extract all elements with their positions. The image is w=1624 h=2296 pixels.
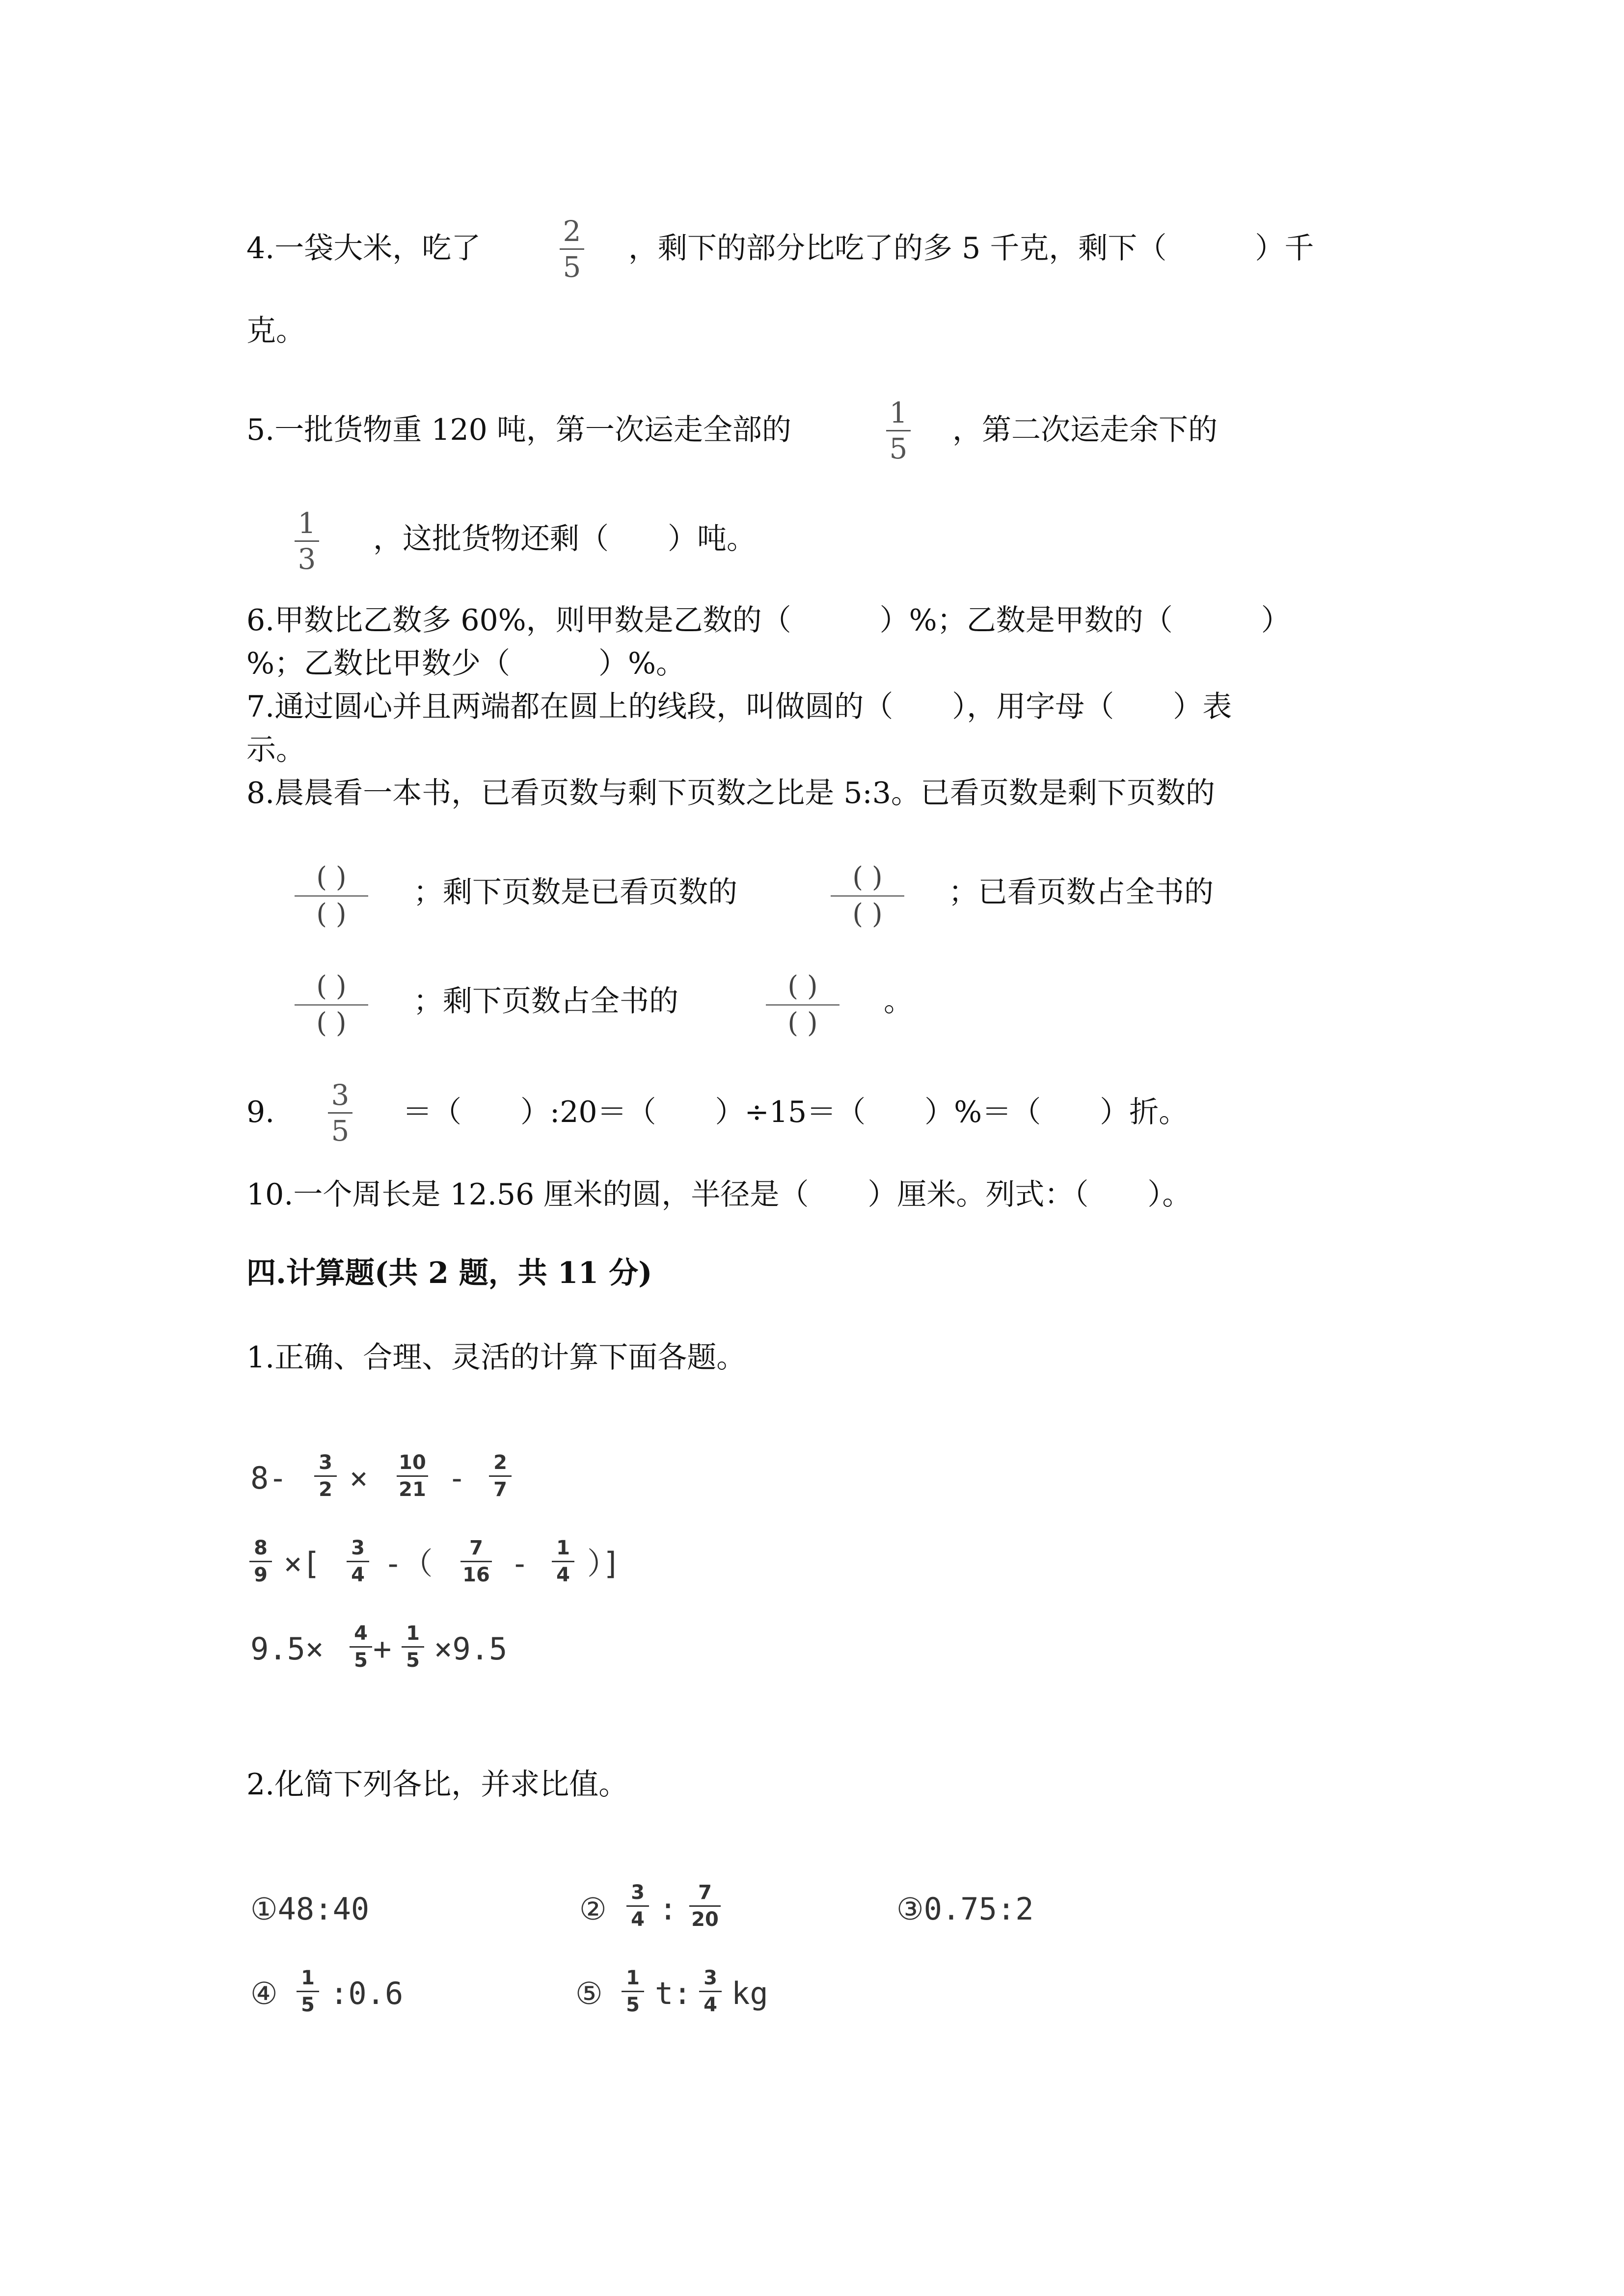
calc-1-expr-3-op-1: + bbox=[373, 1631, 392, 1667]
calc-1-e2-f3-num: 1 bbox=[556, 1537, 570, 1559]
calc-1-e1-f2-den: 21 bbox=[399, 1478, 426, 1501]
calc-2-item-1: ①48:40 bbox=[250, 1891, 370, 1927]
calc-1-e1-f3-bar bbox=[489, 1475, 512, 1477]
calc-1-e2-f2-bar bbox=[460, 1561, 492, 1562]
calc-2-item-2-label: ② bbox=[579, 1891, 607, 1927]
calc-2-i4-f1-bar bbox=[297, 1991, 319, 1992]
q8-blank-2-den: ( ) bbox=[852, 898, 883, 930]
calc-1-e1-f3-num: 2 bbox=[493, 1451, 507, 1474]
section-4-heading: 四.计算题(共 2 题，共 11 分) bbox=[246, 1256, 652, 1290]
q8-blank-1-bar bbox=[295, 895, 368, 897]
q8-text-2: ；已看页数占全书的 bbox=[948, 875, 1214, 909]
q4-fraction-num: 2 bbox=[563, 214, 581, 248]
calc-1-expr-2-frac-2 bbox=[460, 1537, 492, 1586]
q7-line-1: 7.通过圆心并且两端都在圆上的线段，叫做圆的（ ），用字母（ ）表 bbox=[246, 690, 1232, 724]
calc-1-e2-f3-den: 4 bbox=[556, 1564, 570, 1586]
calc-2-item-3: ③0.75:2 bbox=[896, 1891, 1034, 1927]
calc-2-item-2-frac-2 bbox=[689, 1882, 721, 1930]
q8-blank-4-num: ( ) bbox=[787, 970, 818, 1002]
q8-blank-4-den: ( ) bbox=[787, 1007, 818, 1039]
calc-1-e2-f1-den: 4 bbox=[351, 1564, 365, 1586]
calc-1-expr-1-frac-1 bbox=[314, 1452, 337, 1500]
calc-1-e3-f1-bar bbox=[350, 1646, 372, 1648]
q4-fraction-bar bbox=[560, 248, 584, 250]
calc-1-expr-3-op-2: ×9.5 bbox=[434, 1631, 508, 1667]
calc-1-expr-2-op-3: - bbox=[511, 1546, 529, 1581]
q5-fraction-2-num: 1 bbox=[298, 507, 316, 540]
q6-line-2: %；乙数比甲数少（ ）%。 bbox=[246, 646, 686, 681]
q8-blank-fraction-4 bbox=[766, 972, 839, 1038]
q5-fraction-2-bar bbox=[295, 540, 319, 542]
calc-1-expr-3-lead: 9.5× bbox=[250, 1631, 324, 1667]
calc-1-e1-f2-bar bbox=[397, 1475, 428, 1477]
calc-2-item-2-colon: : bbox=[659, 1891, 677, 1927]
calc-1-expr-3-frac-1 bbox=[350, 1623, 372, 1671]
q8-text-1: ；剩下页数是已看页数的 bbox=[413, 875, 737, 909]
calc-1-e3-f2-bar bbox=[402, 1646, 424, 1648]
calc-2-i2-f1-bar bbox=[626, 1905, 649, 1907]
calc-1-expr-1-lead: 8- bbox=[250, 1460, 287, 1496]
calc-2-i2-f1-num: 3 bbox=[631, 1881, 645, 1904]
q8-text-3: ；剩下页数占全书的 bbox=[413, 984, 678, 1018]
calc-1-prompt: 1.正确、合理、灵活的计算下面各题。 bbox=[246, 1340, 746, 1375]
calc-1-e1-f3-den: 7 bbox=[493, 1478, 507, 1501]
q9-fraction-den: 5 bbox=[331, 1114, 350, 1148]
q8-blank-fraction-3 bbox=[295, 972, 368, 1038]
q8-blank-1-den: ( ) bbox=[316, 898, 347, 930]
calc-2-i2-f2-bar bbox=[689, 1905, 721, 1907]
calc-1-e1-f1-num: 3 bbox=[319, 1451, 332, 1474]
calc-2-item-4-frac bbox=[297, 1967, 319, 2016]
calc-1-expr-2-frac-1 bbox=[347, 1537, 369, 1586]
q5-text-1: 5.一批货物重 120 吨，第一次运走全部的 bbox=[246, 413, 791, 447]
calc-2-i5-f1-den: 5 bbox=[626, 1994, 640, 2016]
calc-1-e2-f0-num: 8 bbox=[254, 1537, 268, 1559]
calc-1-expr-2-op-4: ）] bbox=[587, 1546, 621, 1581]
calc-1-e2-f1-num: 3 bbox=[351, 1537, 365, 1559]
calc-1-e3-f2-den: 5 bbox=[406, 1649, 420, 1672]
calc-1-expr-2-op-1: ×[ bbox=[284, 1546, 321, 1581]
calc-1-e1-f1-bar bbox=[314, 1475, 337, 1477]
q4-text-1: 4.一袋大米，吃了 bbox=[246, 231, 481, 266]
q5-fraction-1-bar bbox=[886, 430, 911, 431]
calc-1-expr-1-frac-2 bbox=[397, 1452, 428, 1500]
q5-fraction-1-num: 1 bbox=[889, 396, 908, 429]
calc-1-expr-2-frac-0 bbox=[249, 1537, 272, 1586]
q4-text-3: 克。 bbox=[246, 314, 305, 348]
calc-2-i5-f1-bar bbox=[622, 1991, 644, 1992]
calc-1-e2-f3-bar bbox=[552, 1561, 574, 1562]
calc-2-item-5-unit: kg bbox=[731, 1976, 768, 2011]
q5-text-2: ，第二次运走余下的 bbox=[952, 413, 1218, 447]
calc-2-item-5-frac-1 bbox=[622, 1967, 644, 2016]
calc-1-expr-1-op-2: - bbox=[448, 1460, 466, 1496]
q6-line-1: 6.甲数比乙数多 60%，则甲数是乙数的（ ）%；乙数是甲数的（ ） bbox=[246, 603, 1291, 638]
calc-2-i5-f2-den: 4 bbox=[704, 1994, 717, 2016]
calc-2-i2-f2-den: 20 bbox=[691, 1908, 719, 1931]
calc-1-expr-3-frac-2 bbox=[402, 1623, 424, 1671]
calc-2-i2-f2-num: 7 bbox=[698, 1881, 712, 1904]
q8-blank-3-den: ( ) bbox=[316, 1007, 347, 1039]
calc-2-prompt: 2.化简下列各比，并求比值。 bbox=[246, 1767, 628, 1802]
calc-2-item-5-mid: t: bbox=[655, 1976, 692, 2011]
calc-2-i5-f2-bar bbox=[699, 1991, 722, 1992]
calc-1-expr-1-frac-3 bbox=[489, 1452, 512, 1500]
calc-1-expr-2-op-2: -（ bbox=[384, 1546, 433, 1581]
calc-2-i4-f1-den: 5 bbox=[301, 1994, 315, 2016]
calc-1-e2-f2-num: 7 bbox=[469, 1537, 483, 1559]
q9-fraction bbox=[328, 1080, 352, 1146]
calc-1-expr-1-op-1: × bbox=[350, 1460, 368, 1496]
calc-2-item-4-rest: :0.6 bbox=[330, 1976, 404, 2011]
calc-1-e3-f1-den: 5 bbox=[354, 1649, 368, 1672]
calc-2-i2-f1-den: 4 bbox=[631, 1908, 645, 1931]
calc-1-e2-f1-bar bbox=[347, 1561, 369, 1562]
q8-blank-3-bar bbox=[295, 1004, 368, 1006]
q9-fraction-num: 3 bbox=[331, 1078, 350, 1112]
calc-1-e1-f2-num: 10 bbox=[399, 1451, 426, 1474]
q8-blank-fraction-1 bbox=[295, 863, 368, 929]
calc-1-e1-f1-den: 2 bbox=[319, 1478, 332, 1501]
q4-fraction-den: 5 bbox=[563, 250, 581, 284]
q5-fraction-2-den: 3 bbox=[298, 542, 316, 576]
q8-blank-2-num: ( ) bbox=[852, 861, 883, 893]
calc-1-e2-f0-den: 9 bbox=[254, 1564, 268, 1586]
calc-2-i4-f1-num: 1 bbox=[301, 1967, 315, 1989]
q8-text-4: 。 bbox=[884, 984, 913, 1018]
q4-fraction bbox=[560, 216, 584, 282]
q8-blank-3-num: ( ) bbox=[316, 970, 347, 1002]
q4-text-2: ，剩下的部分比吃了的多 5 千克，剩下（ ）千 bbox=[628, 231, 1314, 266]
calc-2-item-4-label: ④ bbox=[250, 1976, 278, 2011]
calc-1-e3-f1-num: 4 bbox=[354, 1622, 368, 1645]
q7-line-2: 示。 bbox=[246, 733, 305, 767]
calc-1-e2-f0-bar bbox=[249, 1561, 272, 1562]
q8-blank-1-num: ( ) bbox=[316, 861, 347, 893]
q5-fraction-2 bbox=[295, 508, 319, 574]
calc-2-i5-f2-num: 3 bbox=[704, 1967, 717, 1989]
calc-1-expr-2-frac-3 bbox=[552, 1537, 574, 1586]
q10-text: 10.一个周长是 12.56 厘米的圆，半径是（ ）厘米。列式：（ ）。 bbox=[246, 1177, 1192, 1212]
q8-blank-4-bar bbox=[766, 1004, 839, 1006]
q5-fraction-1 bbox=[886, 398, 911, 464]
calc-2-item-5-frac-2 bbox=[699, 1967, 722, 2016]
q5-fraction-1-den: 5 bbox=[889, 432, 908, 465]
q5-text-3: ，这批货物还剩（ ）吨。 bbox=[373, 522, 756, 556]
calc-1-e2-f2-den: 16 bbox=[462, 1564, 490, 1586]
calc-2-i5-f1-num: 1 bbox=[626, 1967, 640, 1989]
q8-blank-fraction-2 bbox=[831, 863, 904, 929]
calc-2-item-2-frac-1 bbox=[626, 1882, 649, 1930]
q9-fraction-bar bbox=[328, 1112, 352, 1114]
q8-blank-2-bar bbox=[831, 895, 904, 897]
q9-text: ＝（ ）:20＝（ ）÷15＝（ ）%＝（ ）折。 bbox=[403, 1095, 1189, 1129]
q8-line-1: 8.晨晨看一本书，已看页数与剩下页数之比是 5:3。已看页数是剩下页数的 bbox=[246, 776, 1215, 810]
q9-label: 9. bbox=[246, 1095, 275, 1129]
calc-1-e3-f2-num: 1 bbox=[406, 1622, 420, 1645]
calc-2-item-5-label: ⑤ bbox=[575, 1976, 603, 2011]
